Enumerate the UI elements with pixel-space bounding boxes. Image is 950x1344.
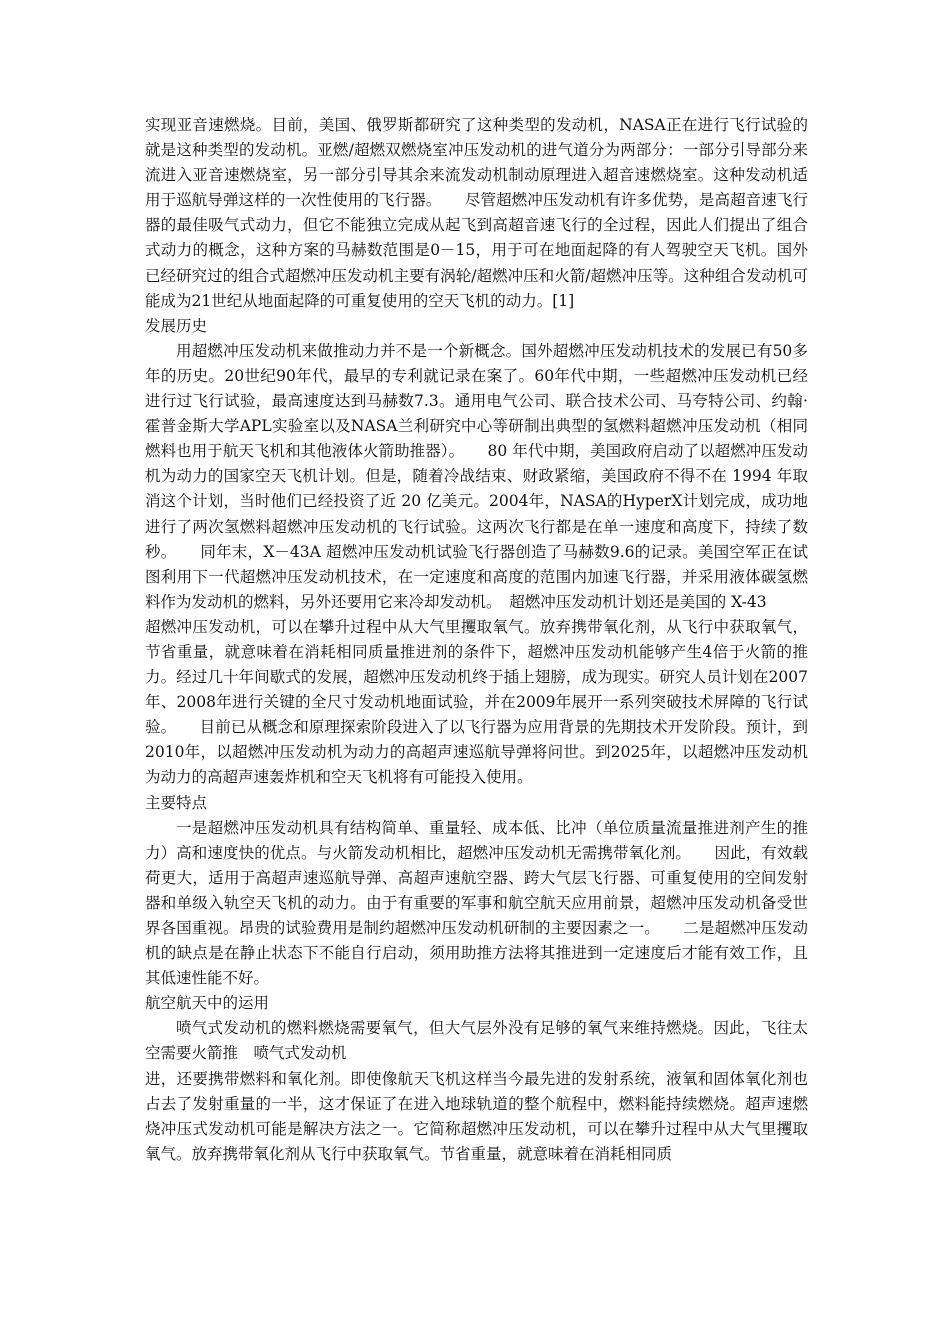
- body-paragraph: 喷气式发动机的燃料燃烧需要氧气，但大气层外没有足够的氧气来维持燃烧。因此，飞往太空需要火箭推 喷气式发动机: [145, 1019, 808, 1063]
- body-paragraph: 一是超燃冲压发动机具有结构简单、重量轻、成本低、比冲（单位质量流量推进剂产生的推力）高和速度快的优点。与火箭发动机相比，超燃冲压发动机无需携带氧化剂。 因此，有效载荷更大，适用于高超声速巡航导弹、高超声速航空器、跨大气层飞行器、可重复使用的空间发射器和单级入轨空天飞机的动力。由于有重要的军事和航空航天应用前景，超燃冲压发动机备受世界各国重视。昂贵的试验费用是制约超燃冲压发动机研制的主要因素之一。 二是超燃冲压发动机的缺点是在静止状态下不能自行启动，须用助推方法将其推进到一定速度后才能有效工作，且其低速性能不好。: [145, 818, 808, 988]
- section-heading-aerospace: 航空航天中的运用: [145, 994, 270, 1013]
- section-heading-history: 发展历史: [145, 316, 208, 335]
- body-paragraph: 用超燃冲压发动机来做推动力并不是一个新概念。国外超燃冲压发动机技术的发展已有50多年的历史。20世纪90年代，最早的专利就记录在案了。60年代中期，一些超燃冲压发动机已经进行过飞行试验，最高速度达到马赫数7.3。通用电气公司、联合技术公司、马夸特公司、约翰·霍普金斯大学APL实验室以及NASA兰利研究中心等研制出典型的氢燃料超燃冲压发动机（相同燃料也用于航天飞机和其他液体火箭助推器）。 80 年代中期，美国政府启动了以超燃冲压发动机为动力的国家空天飞机计划。但是，随着冷战结束、财政紧缩，美国政府不得不在 1994 年取消这个计划，当时他们已经投资了近 20 亿美元。2004年，NASA的HyperX计划完成，成功地进行了两次氢燃料超燃冲压发动机的飞行试验。这两次飞行都是在单一速度和高度下，持续了数秒。 同年末，X－43A 超燃冲压发动机试验飞行器创造了马赫数9.6的记录。美国空军正在试图利用下一代超燃冲压发动机技术，在一定速度和高度的范围内加速飞行器，并采用液体碳氢燃料作为发动机的燃料，另外还要用它来冷却发动机。 超燃冲压发动机计划还是美国的 X-43: [145, 341, 808, 611]
- body-paragraph: 实现亚音速燃烧。目前，美国、俄罗斯都研究了这种类型的发动机，NASA正在进行飞行试验的就是这种类型的发动机。亚燃/超燃双燃烧室冲压发动机的进气道分为两部分：一部分引导部分来流进入亚音速燃烧室，另一部分引导其余来流发动机制动原理进入超音速燃烧室。这种发动机适用于巡航导弹这样的一次性使用的飞行器。 尽管超燃冲压发动机有许多优势，是高超音速飞行器的最佳吸气式动力，但它不能独立完成从起飞到高超音速飞行的全过程，因此人们提出了组合式动力的概念，这种方案的马赫数范围是0－15，用于可在地面起降的有人驾驶空天飞机。国外已经研究过的组合式超燃冲压发动机主要有涡轮/超燃冲压和火箭/超燃冲压等。这种组合发动机可能成为21世纪从地面起降的可重复使用的空天飞机的动力。[1]: [145, 116, 808, 310]
- body-paragraph: 进，还要携带燃料和氧化剂。即使像航天飞机这样当今最先进的发射系统，液氧和固体氧化剂也占去了发射重量的一半，这才保证了在进入地球轨道的整个航程中，燃料能持续燃烧。超声速燃烧冲压式发动机可能是解决方法之一。它简称超燃冲压发动机，可以在攀升过程中从大气里攫取氧气。放弃携带氧化剂从飞行中获取氧气。节省重量，就意味着在消耗相同质: [145, 1069, 808, 1163]
- section-heading-features: 主要特点: [145, 793, 208, 812]
- body-paragraph: 超燃冲压发动机，可以在攀升过程中从大气里攫取氧气。放弃携带氧化剂，从飞行中获取氧气，节省重量，就意味着在消耗相同质量推进剂的条件下，超燃冲压发动机能够产生4倍于火箭的推力。经过几十年间歇式的发展，超燃冲压发动机终于插上翅膀，成为现实。研究人员计划在2007年、2008年进行关键的全尺寸发动机地面试验，并在2009年展开一系列突破技术屏障的飞行试验。 目前已从概念和原理探索阶段进入了以飞行器为应用背景的先期技术开发阶段。预计，到2010年，以超燃冲压发动机为动力的高超声速巡航导弹将问世。到2025年，以超燃冲压发动机为动力的高超声速轰炸机和空天飞机将有可能投入使用。: [145, 617, 808, 787]
- document-page: [145, 113, 808, 1167]
